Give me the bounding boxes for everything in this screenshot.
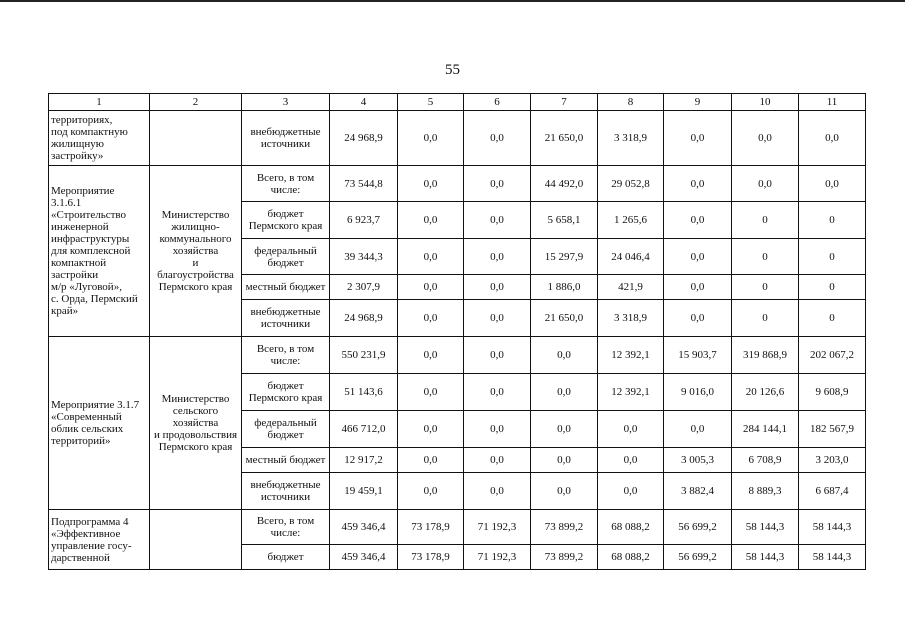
amount-cell: 2 307,9 <box>330 275 398 300</box>
amount-cell: 0 <box>799 275 866 300</box>
amount-cell: 0,0 <box>464 473 531 510</box>
amount-cell: 73 899,2 <box>531 510 598 545</box>
amount-cell: 0,0 <box>464 111 531 166</box>
amount-cell: 0,0 <box>464 337 531 374</box>
amount-cell: 0,0 <box>464 166 531 202</box>
amount-cell: 0,0 <box>531 473 598 510</box>
amount-cell: 3 318,9 <box>598 111 664 166</box>
amount-cell: 182 567,9 <box>799 411 866 448</box>
funding-source-cell: внебюджетные источники <box>242 300 330 337</box>
executor-cell <box>150 510 242 570</box>
amount-cell: 0,0 <box>664 300 732 337</box>
amount-cell: 421,9 <box>598 275 664 300</box>
program-name-cell: Мероприятие 3.1.6.1 «Строительство инженерной инфраструктуры для комплексной компактной застройки м/р «Луговой», с. Орда, Пермский край» <box>49 166 150 337</box>
amount-cell: 0,0 <box>598 448 664 473</box>
amount-cell: 73 899,2 <box>531 545 598 570</box>
amount-cell: 0,0 <box>398 337 464 374</box>
amount-cell: 0 <box>732 275 799 300</box>
executor-cell: Министерство жилищно- коммунального хозяйства и благоустройства Пермского края <box>150 166 242 337</box>
amount-cell: 24 968,9 <box>330 300 398 337</box>
amount-cell: 0,0 <box>531 374 598 411</box>
top-border-line <box>0 0 905 2</box>
funding-source-cell: местный бюджет <box>242 275 330 300</box>
amount-cell: 71 192,3 <box>464 545 531 570</box>
amount-cell: 550 231,9 <box>330 337 398 374</box>
amount-cell: 0,0 <box>598 473 664 510</box>
amount-cell: 0,0 <box>398 111 464 166</box>
funding-source-cell: федеральный бюджет <box>242 239 330 275</box>
funding-source-cell: местный бюджет <box>242 448 330 473</box>
column-number: 11 <box>799 94 866 111</box>
column-number: 8 <box>598 94 664 111</box>
amount-cell: 0,0 <box>799 111 866 166</box>
amount-cell: 73 178,9 <box>398 510 464 545</box>
funding-source-cell: бюджет <box>242 545 330 570</box>
amount-cell: 29 052,8 <box>598 166 664 202</box>
amount-cell: 0,0 <box>531 337 598 374</box>
amount-cell: 3 318,9 <box>598 300 664 337</box>
amount-cell: 56 699,2 <box>664 510 732 545</box>
funding-source-cell: Всего, в том числе: <box>242 166 330 202</box>
amount-cell: 0,0 <box>664 275 732 300</box>
amount-cell: 319 868,9 <box>732 337 799 374</box>
amount-cell: 202 067,2 <box>799 337 866 374</box>
column-number: 2 <box>150 94 242 111</box>
amount-cell: 24 046,4 <box>598 239 664 275</box>
amount-cell: 0,0 <box>664 239 732 275</box>
amount-cell: 0,0 <box>732 111 799 166</box>
amount-cell: 73 544,8 <box>330 166 398 202</box>
amount-cell: 19 459,1 <box>330 473 398 510</box>
funding-source-cell: бюджет Пермского края <box>242 374 330 411</box>
column-number: 3 <box>242 94 330 111</box>
amount-cell: 0,0 <box>664 202 732 239</box>
amount-cell: 39 344,3 <box>330 239 398 275</box>
amount-cell: 6 687,4 <box>799 473 866 510</box>
amount-cell: 459 346,4 <box>330 510 398 545</box>
amount-cell: 58 144,3 <box>732 545 799 570</box>
amount-cell: 0,0 <box>398 374 464 411</box>
amount-cell: 44 492,0 <box>531 166 598 202</box>
amount-cell: 1 886,0 <box>531 275 598 300</box>
amount-cell: 0,0 <box>398 202 464 239</box>
amount-cell: 0,0 <box>398 166 464 202</box>
amount-cell: 0,0 <box>464 411 531 448</box>
amount-cell: 68 088,2 <box>598 510 664 545</box>
amount-cell: 3 005,3 <box>664 448 732 473</box>
amount-cell: 71 192,3 <box>464 510 531 545</box>
budget-table <box>48 93 866 570</box>
amount-cell: 0 <box>799 300 866 337</box>
amount-cell: 58 144,3 <box>799 545 866 570</box>
amount-cell: 12 392,1 <box>598 337 664 374</box>
amount-cell: 0,0 <box>464 239 531 275</box>
amount-cell: 0,0 <box>664 166 732 202</box>
amount-cell: 0,0 <box>398 473 464 510</box>
amount-cell: 0,0 <box>464 300 531 337</box>
amount-cell: 0,0 <box>664 411 732 448</box>
amount-cell: 0,0 <box>464 202 531 239</box>
amount-cell: 0,0 <box>799 166 866 202</box>
amount-cell: 0,0 <box>664 111 732 166</box>
funding-source-cell: бюджет Пермского края <box>242 202 330 239</box>
amount-cell: 0,0 <box>398 411 464 448</box>
amount-cell: 6 923,7 <box>330 202 398 239</box>
program-name-cell: Подпрограмма 4 «Эффективное управление госу- дарственной <box>49 510 150 570</box>
amount-cell: 0 <box>799 239 866 275</box>
amount-cell: 0,0 <box>531 448 598 473</box>
funding-source-cell: Всего, в том числе: <box>242 337 330 374</box>
amount-cell: 0,0 <box>464 448 531 473</box>
amount-cell: 0 <box>732 239 799 275</box>
executor-cell: Министерство сельского хозяйства и продовольствия Пермского края <box>150 337 242 510</box>
table-row <box>49 510 866 545</box>
amount-cell: 0,0 <box>398 239 464 275</box>
amount-cell: 12 392,1 <box>598 374 664 411</box>
amount-cell: 0,0 <box>398 300 464 337</box>
amount-cell: 0 <box>799 202 866 239</box>
funding-source-cell: Всего, в том числе: <box>242 510 330 545</box>
amount-cell: 15 297,9 <box>531 239 598 275</box>
page-number: 55 <box>445 62 460 78</box>
amount-cell: 6 708,9 <box>732 448 799 473</box>
amount-cell: 0,0 <box>464 275 531 300</box>
amount-cell: 8 889,3 <box>732 473 799 510</box>
amount-cell: 5 658,1 <box>531 202 598 239</box>
table-row <box>49 166 866 202</box>
column-number: 1 <box>49 94 150 111</box>
table-row <box>49 337 866 374</box>
column-number: 5 <box>398 94 464 111</box>
amount-cell: 0,0 <box>531 411 598 448</box>
amount-cell: 15 903,7 <box>664 337 732 374</box>
amount-cell: 1 265,6 <box>598 202 664 239</box>
column-number: 4 <box>330 94 398 111</box>
amount-cell: 20 126,6 <box>732 374 799 411</box>
amount-cell: 0,0 <box>598 411 664 448</box>
column-number: 7 <box>531 94 598 111</box>
amount-cell: 58 144,3 <box>799 510 866 545</box>
amount-cell: 21 650,0 <box>531 300 598 337</box>
column-number: 6 <box>464 94 531 111</box>
funding-source-cell: внебюджетные источники <box>242 111 330 166</box>
amount-cell: 12 917,2 <box>330 448 398 473</box>
column-number-row <box>49 94 866 111</box>
column-number: 10 <box>732 94 799 111</box>
amount-cell: 466 712,0 <box>330 411 398 448</box>
amount-cell: 0 <box>732 300 799 337</box>
amount-cell: 58 144,3 <box>732 510 799 545</box>
amount-cell: 0,0 <box>398 275 464 300</box>
amount-cell: 56 699,2 <box>664 545 732 570</box>
amount-cell: 284 144,1 <box>732 411 799 448</box>
amount-cell: 73 178,9 <box>398 545 464 570</box>
amount-cell: 0,0 <box>398 448 464 473</box>
funding-source-cell: федеральный бюджет <box>242 411 330 448</box>
amount-cell: 459 346,4 <box>330 545 398 570</box>
amount-cell: 0 <box>732 202 799 239</box>
amount-cell: 68 088,2 <box>598 545 664 570</box>
amount-cell: 24 968,9 <box>330 111 398 166</box>
amount-cell: 9 016,0 <box>664 374 732 411</box>
executor-cell <box>150 111 242 166</box>
table-row <box>49 111 866 166</box>
amount-cell: 9 608,9 <box>799 374 866 411</box>
amount-cell: 0,0 <box>464 374 531 411</box>
amount-cell: 3 882,4 <box>664 473 732 510</box>
amount-cell: 21 650,0 <box>531 111 598 166</box>
amount-cell: 3 203,0 <box>799 448 866 473</box>
column-number: 9 <box>664 94 732 111</box>
amount-cell: 51 143,6 <box>330 374 398 411</box>
amount-cell: 0,0 <box>732 166 799 202</box>
funding-source-cell: внебюджетные источники <box>242 473 330 510</box>
program-name-cell: территориях, под компактную жилищную застройку» <box>49 111 150 166</box>
program-name-cell: Мероприятие 3.1.7 «Современный облик сельских территорий» <box>49 337 150 510</box>
